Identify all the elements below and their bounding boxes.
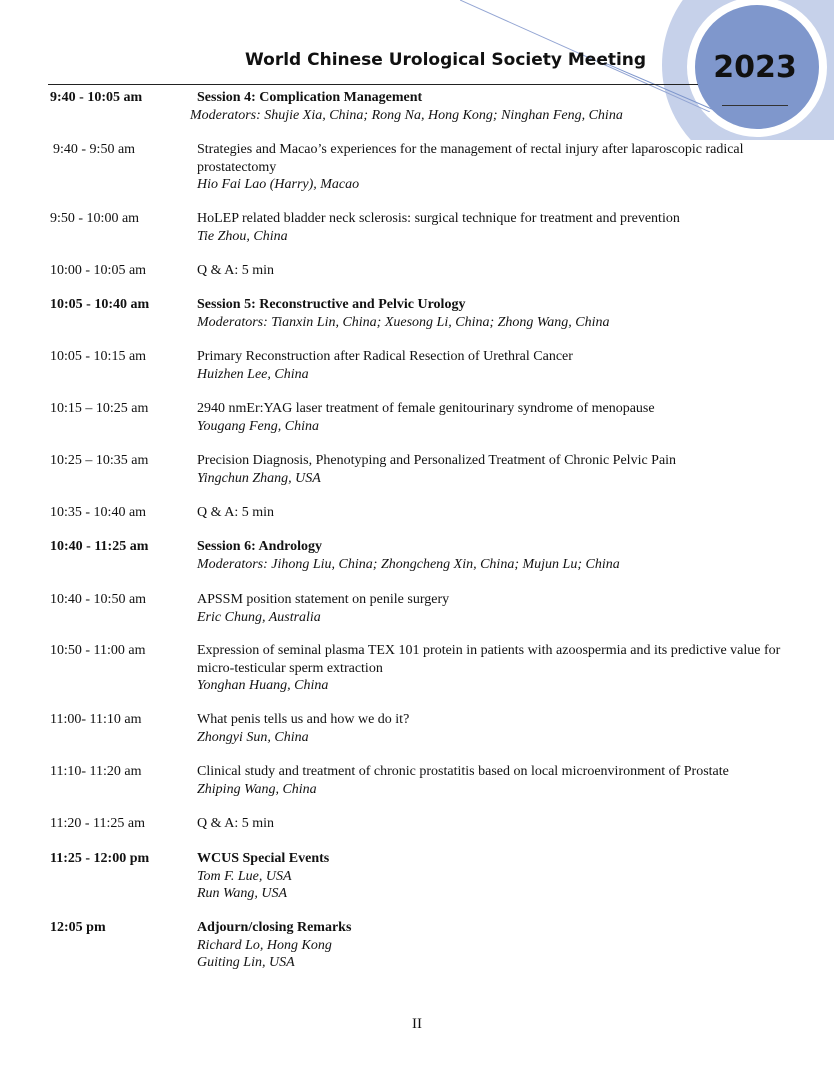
agenda-details <box>197 400 797 435</box>
speaker: Yougang Feng, China <box>197 418 319 434</box>
speaker: Tie Zhou, China <box>197 228 288 244</box>
agenda-details <box>197 815 797 833</box>
agenda-time: 10:00 - 10:05 am <box>50 263 147 278</box>
speaker: Richard Lo, Hong Kong <box>197 937 332 953</box>
agenda-time: 11:10- 11:20 am <box>50 764 142 779</box>
moderators-line: Moderators: Shujie Xia, China; Rong Na, Hong Kong; Ninghan Feng, China <box>190 107 623 123</box>
speaker: Yingchun Zhang, USA <box>197 470 321 486</box>
qa-label: Q & A: 5 min <box>197 816 275 831</box>
agenda-time: 11:25 - 12:00 pm <box>50 851 150 866</box>
talk-title: What penis tells us and how we do it? <box>197 712 410 727</box>
year-label: 2023 <box>713 50 797 85</box>
page-number: II <box>412 1016 422 1032</box>
agenda-details <box>197 919 797 972</box>
agenda-details <box>197 763 797 798</box>
agenda-time: 11:20 - 11:25 am <box>50 816 146 831</box>
speaker: Huizhen Lee, China <box>197 366 309 382</box>
speaker: Yonghan Huang, China <box>197 678 329 693</box>
agenda-time: 9:50 - 10:00 am <box>50 211 140 226</box>
talk-title: Strategies and Macao’s experiences for the management of rectal injury after laparoscopic radical prostatectomy <box>197 142 744 175</box>
agenda-details <box>197 296 797 331</box>
talk-title: HoLEP related bladder neck sclerosis: surgical technique for treatment and prevention <box>197 211 680 226</box>
agenda-details <box>197 850 797 903</box>
agenda-details <box>197 89 797 107</box>
agenda-time: 11:00- 11:10 am <box>50 712 142 727</box>
speaker: Zhiping Wang, China <box>197 781 317 797</box>
speaker: Run Wang, USA <box>197 886 288 901</box>
agenda-details <box>197 538 797 573</box>
agenda-details <box>197 591 797 626</box>
agenda-details <box>197 348 797 383</box>
agenda-details <box>197 141 797 194</box>
agenda-details <box>197 504 797 522</box>
agenda-details <box>197 210 797 245</box>
moderators-line: Moderators: Jihong Liu, China; Zhongcheng Xin, China; Mujun Lu; China <box>197 556 620 572</box>
talk-title: Expression of seminal plasma TEX 101 protein in patients with azoospermia and its predictive value for micro-testicular sperm extraction <box>197 643 781 676</box>
session-title: Session 6: Andrology <box>197 539 322 554</box>
talk-title: Clinical study and treatment of chronic prostatitis based on local microenvironment of Prostate <box>197 764 729 779</box>
agenda-time: 10:35 - 10:40 am <box>50 505 147 520</box>
title-divider <box>48 84 698 85</box>
agenda-time: 10:40 - 11:25 am <box>50 539 149 554</box>
moderators-line: Moderators: Tianxin Lin, China; Xuesong Li, China; Zhong Wang, China <box>197 314 610 330</box>
agenda-time: 12:05 pm <box>50 920 106 935</box>
speaker: Zhongyi Sun, China <box>197 729 309 745</box>
talk-title: APSSM position statement on penile surgery <box>197 592 450 607</box>
agenda-details <box>197 642 797 695</box>
agenda-time: 10:15 – 10:25 am <box>50 401 149 416</box>
agenda-time: 10:40 - 10:50 am <box>50 592 147 607</box>
agenda-details <box>197 711 797 746</box>
agenda-time: 9:40 - 10:05 am <box>50 90 143 105</box>
page-title: World Chinese Urological Society Meeting <box>245 50 647 70</box>
talk-title: Primary Reconstruction after Radical Resection of Urethral Cancer <box>197 349 573 364</box>
speaker: Tom F. Lue, USA <box>197 868 292 884</box>
agenda-time: 10:50 - 11:00 am <box>50 643 146 658</box>
speaker: Hio Fai Lao (Harry), Macao <box>197 177 360 192</box>
speaker: Guiting Lin, USA <box>197 955 295 970</box>
agenda-time: 10:05 - 10:15 am <box>50 349 147 364</box>
talk-title: Precision Diagnosis, Phenotyping and Personalized Treatment of Chronic Pelvic Pain <box>197 453 677 468</box>
agenda-time: 10:25 – 10:35 am <box>50 453 149 468</box>
talk-title: 2940 nmEr:YAG laser treatment of female genitourinary syndrome of menopause <box>197 401 655 416</box>
session-moderators <box>190 107 790 125</box>
agenda-time: 9:40 - 9:50 am <box>53 142 136 157</box>
session-title: Session 4: Complication Management <box>197 90 423 105</box>
session-title: Adjourn/closing Remarks <box>197 920 352 935</box>
agenda-details <box>197 262 797 280</box>
speaker: Eric Chung, Australia <box>197 609 321 625</box>
agenda-details <box>197 452 797 487</box>
session-title: WCUS Special Events <box>197 851 330 866</box>
session-title: Session 5: Reconstructive and Pelvic Urology <box>197 297 466 312</box>
qa-label: Q & A: 5 min <box>197 263 275 278</box>
agenda-time: 10:05 - 10:40 am <box>50 297 150 312</box>
qa-label: Q & A: 5 min <box>197 505 275 520</box>
